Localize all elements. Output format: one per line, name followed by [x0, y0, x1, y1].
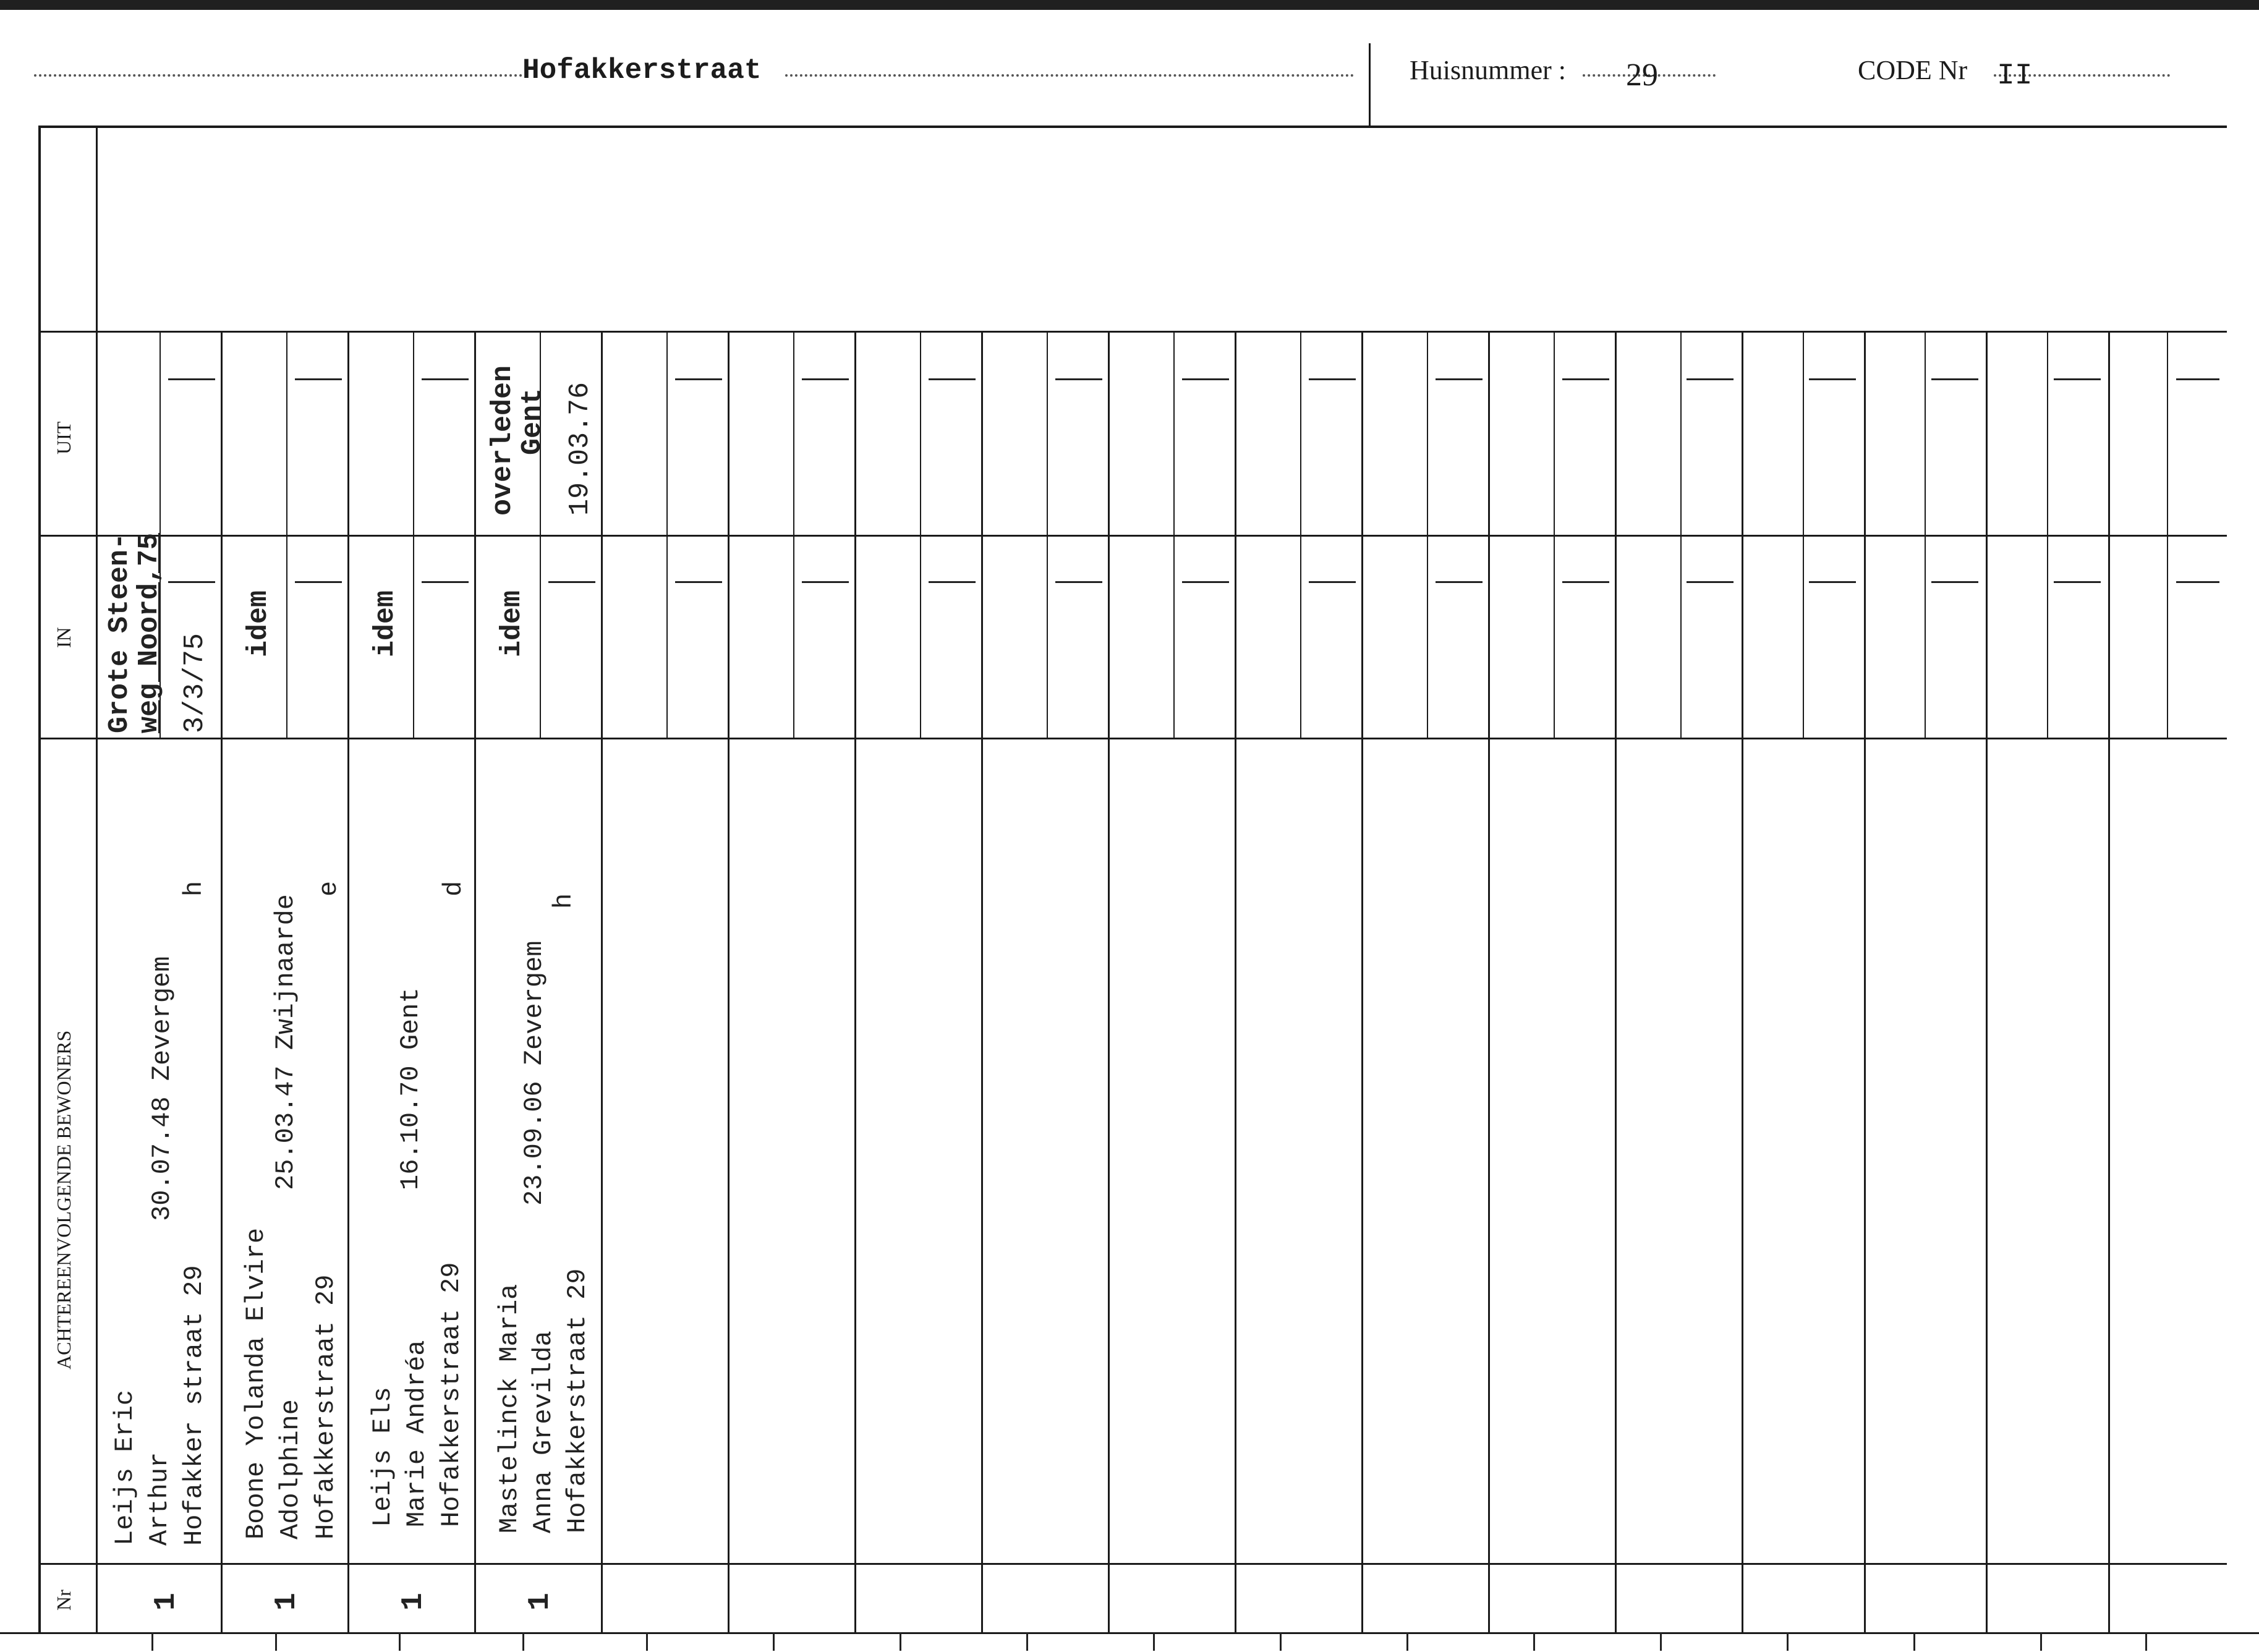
edge-tick [275, 1632, 277, 1651]
column-divider [601, 331, 603, 1632]
resident-name-line-2: Anna Grevilda [529, 1331, 558, 1533]
empty-dash [802, 581, 849, 583]
street-name: Hofakkerstraat [522, 54, 762, 87]
empty-dash [1687, 378, 1734, 380]
sub-column-divider [2047, 331, 2048, 738]
uit-reason: overleden [487, 365, 519, 516]
edge-tick [399, 1632, 401, 1651]
edge-tick [773, 1632, 775, 1651]
resident-nr: 1 [524, 1593, 557, 1611]
edge-tick [151, 1632, 153, 1651]
column-divider [474, 331, 476, 1632]
huisnummer-label: Huisnummer : [1410, 55, 1566, 85]
edge-tick [646, 1632, 648, 1651]
table-bottom-border [0, 1632, 2259, 1634]
empty-dash [548, 581, 595, 583]
empty-dash [1562, 581, 1609, 583]
empty-dash [1931, 378, 1978, 380]
table-left-border [38, 126, 41, 1634]
row-label-uit: UIT [53, 421, 75, 454]
empty-dash [168, 581, 215, 583]
resident-address: Hofakkerstraat 29 [311, 1274, 341, 1539]
column-divider [1361, 331, 1363, 1632]
empty-dash [1562, 378, 1609, 380]
empty-dash [929, 581, 976, 583]
empty-dash [2054, 378, 2101, 380]
empty-dash [1931, 581, 1978, 583]
edge-tick [1660, 1632, 1662, 1651]
sub-column-divider [286, 331, 287, 738]
column-divider [1615, 331, 1617, 1632]
in-date: 3/3/75 [179, 632, 211, 733]
edge-tick [1406, 1632, 1408, 1651]
row-divider-nr [38, 1563, 2227, 1565]
column-divider [1108, 331, 1110, 1632]
row-divider-in [38, 535, 2227, 537]
empty-dash [675, 378, 722, 380]
resident-name-line-1: Leijs Els [368, 1387, 398, 1527]
in-origin: idem [370, 590, 401, 657]
empty-dash [422, 378, 469, 380]
street-dotted-line [34, 74, 522, 77]
sub-column-divider [1047, 331, 1048, 738]
resident-name-line-1: Leijs Eric [110, 1389, 140, 1546]
empty-dash [295, 378, 342, 380]
resident-birth: 23.09.06 Zevergem [519, 940, 549, 1206]
column-divider [1235, 331, 1236, 1632]
header-divider [1369, 43, 1371, 127]
empty-dash [1182, 378, 1229, 380]
edge-tick [900, 1632, 901, 1651]
huisnummer-value: 29 [1626, 57, 1658, 93]
scan-top-edge [0, 0, 2259, 10]
sub-column-divider [1680, 331, 1682, 738]
edge-tick [1787, 1632, 1789, 1651]
resident-name-line-2: Marie Andréa [402, 1340, 432, 1527]
column-divider [2108, 331, 2110, 1632]
street-dotted-line-2 [785, 74, 1354, 77]
edge-tick [2040, 1632, 2042, 1651]
empty-dash [1309, 581, 1356, 583]
column-divider [1864, 331, 1866, 1632]
sub-column-divider [920, 331, 921, 738]
row-label-in: IN [53, 627, 75, 648]
empty-dash [1809, 581, 1856, 583]
empty-dash [168, 378, 215, 380]
column-divider [1742, 331, 1743, 1632]
sub-column-divider [413, 331, 414, 738]
row-label-nr: Nr [53, 1590, 75, 1611]
empty-dash [1055, 378, 1102, 380]
resident-nr: 1 [150, 1593, 183, 1611]
sub-column-divider [1300, 331, 1301, 738]
empty-dash [929, 378, 976, 380]
empty-dash [2054, 581, 2101, 583]
empty-dash [2176, 378, 2219, 380]
sub-column-divider [666, 331, 668, 738]
sub-column-divider [1554, 331, 1555, 738]
resident-address: Hofakkerstraat 29 [563, 1268, 592, 1533]
resident-birth: 30.07.48 Zevergem [147, 956, 177, 1221]
resident-birth: 25.03.47 Zwijnaarde [271, 894, 300, 1190]
row-label-bewoners: ACHTEREENVOLGENDE BEWONERS [53, 1030, 75, 1369]
resident-nr: 1 [397, 1593, 430, 1611]
edge-tick [1026, 1632, 1028, 1651]
empty-dash [1055, 581, 1102, 583]
in-origin-line-1: Grote Steen- [104, 532, 135, 733]
resident-name-line-1: Boone Yolanda Elvire [241, 1227, 271, 1539]
resident-name-line-1: Mastelinck Maria [495, 1284, 524, 1533]
empty-dash [1687, 581, 1734, 583]
resident-mark: h [179, 880, 209, 896]
column-divider [1488, 331, 1490, 1632]
edge-tick [522, 1632, 524, 1651]
sub-column-divider [1173, 331, 1175, 738]
sub-column-divider [1925, 331, 1926, 738]
empty-dash [1182, 581, 1229, 583]
empty-dash [422, 581, 469, 583]
edge-tick [1913, 1632, 1915, 1651]
empty-dash [1436, 581, 1483, 583]
empty-dash [1809, 378, 1856, 380]
code-value: II [1997, 59, 2033, 93]
resident-mark: h [549, 893, 579, 909]
edge-tick [1153, 1632, 1155, 1651]
column-divider [221, 331, 223, 1632]
column-divider [854, 331, 856, 1632]
in-origin: idem [243, 590, 274, 657]
sub-column-divider [2167, 331, 2168, 738]
row-divider-uit [38, 331, 2227, 333]
edge-tick [1533, 1632, 1535, 1651]
in-origin: idem [496, 590, 528, 657]
empty-dash [802, 378, 849, 380]
sub-column-divider [1803, 331, 1804, 738]
resident-mark: d [439, 880, 469, 896]
column-divider [347, 331, 349, 1632]
empty-dash [295, 581, 342, 583]
resident-name-line-2: Arthur [145, 1452, 174, 1546]
resident-name-line-2: Adolphine [276, 1399, 305, 1539]
column-divider [1986, 331, 1988, 1632]
label-column-divider [96, 126, 98, 1634]
row-divider-bewoners [38, 738, 2227, 739]
resident-birth: 16.10.70 Gent [396, 987, 425, 1190]
resident-address: Hofakker straat 29 [179, 1265, 209, 1546]
resident-mark: e [314, 880, 344, 896]
uit-place: Gent [517, 388, 548, 455]
uit-date: 19.03.76 [564, 381, 596, 516]
empty-dash [1436, 378, 1483, 380]
empty-dash [675, 581, 722, 583]
empty-dash [1309, 378, 1356, 380]
sub-column-divider [793, 331, 794, 738]
resident-address: Hofakkerstraat 29 [436, 1262, 466, 1527]
code-label: CODE Nr [1858, 55, 1968, 85]
column-divider [981, 331, 983, 1632]
edge-tick [2145, 1632, 2147, 1651]
resident-nr: 1 [270, 1593, 304, 1611]
sub-column-divider [1427, 331, 1428, 738]
in-origin-line-2: weg Noord,75 [134, 532, 165, 733]
edge-tick [1280, 1632, 1282, 1651]
table-top-border [38, 126, 2227, 128]
column-divider [728, 331, 730, 1632]
empty-dash [2176, 581, 2219, 583]
